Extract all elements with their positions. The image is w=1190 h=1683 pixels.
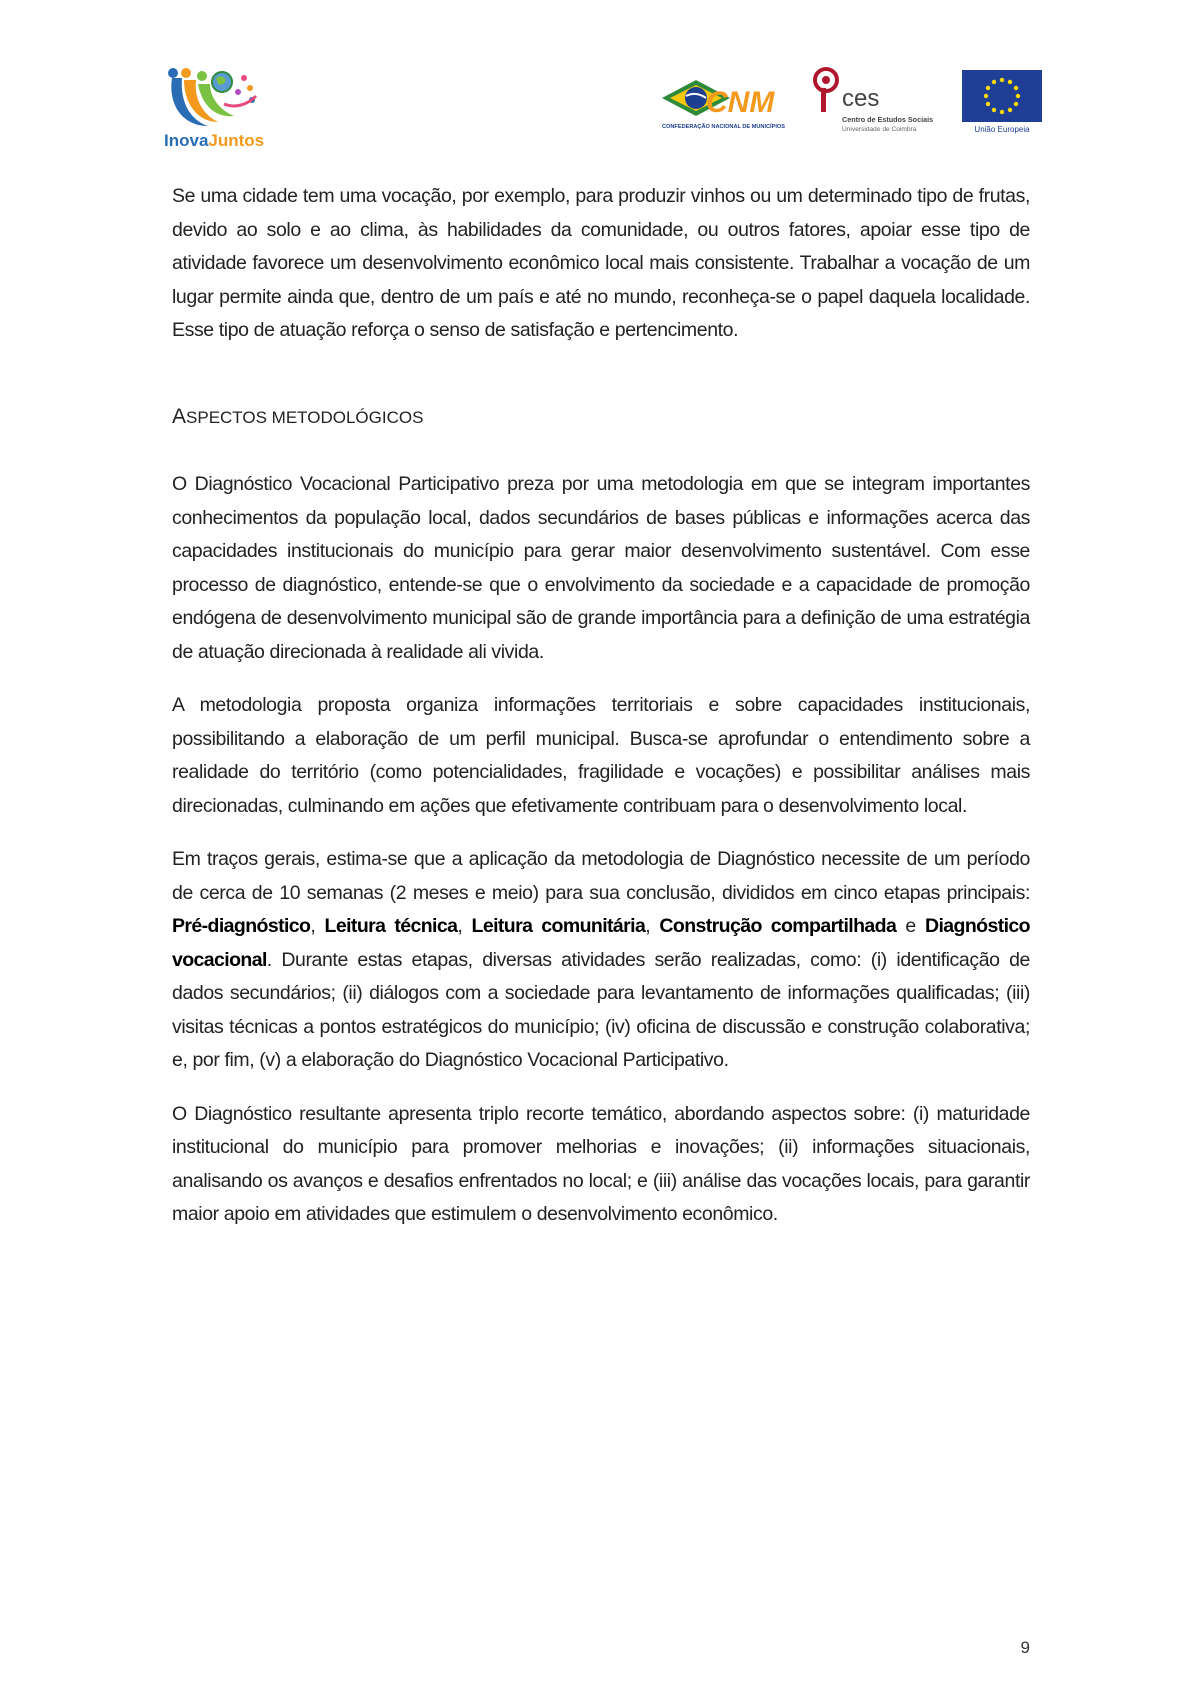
section-title-rest: SPECTOS METODOLÓGICOS (186, 407, 424, 427)
cnm-logo (660, 76, 788, 136)
intro-paragraph: Se uma cidade tem uma vocação, por exemplo, para produzir vinhos ou um determinado tipo de frutas, devido ao solo e ao clima, às habilidades da comunidade, ou outros fatores, apoiar esse tipo de atividade favorece um desenvolvimento econômico local mais consistente. Trabalhar a vocação de um lugar permite ainda que, dentro de um país e até no mundo, reconheça-se o papel daquela localidade. Esse tipo de atuação reforça o senso de satisfação e pertencimento. (172, 185, 1030, 341)
eu-flag-graphic (962, 70, 1042, 134)
paragraph-3-lead: Em traços gerais, estima-se que a aplicação da metodologia de Diagnóstico necessite de um período de cerca de 10 semanas (2 meses e meio) para sua conclusão, divididos em cinco etapas principais: (172, 848, 1030, 904)
stage-leitura-comunitaria: Leitura comunitária (471, 915, 646, 937)
stage-separator-3: , (645, 915, 660, 937)
cnm-caption: CONFEDERAÇÃO NACIONAL DE MUNICÍPIOS (662, 124, 785, 130)
ces-line1: Centro de Estudos Sociais (842, 115, 934, 124)
cnm-logo-graphic (660, 76, 788, 136)
stage-separator-4: e (896, 915, 925, 937)
ces-logo-graphic (812, 66, 938, 136)
methodology-paragraph-2: A metodologia proposta organiza informações territoriais e sobre capacidades institucionais, possibilitando a elaboração de um perfil municipal. Busca-se aprofundar o entendimento sobre a realidade do território (como potencialidades, fragilidade e vocações) e possibilitar análises mais direcionadas, culminando em ações que efetivamente contribuam para o desenvolvimento local. (172, 694, 1030, 817)
section-title (172, 400, 1030, 435)
ces-logo (812, 66, 938, 136)
inovajuntos-logo-graphic (164, 64, 264, 150)
eu-logo (962, 70, 1042, 134)
stage-pre-diagnostico: Pré-diagnóstico (172, 915, 311, 937)
methodology-paragraph-3 (172, 843, 1030, 1078)
juntos-text: Juntos (208, 131, 264, 150)
paragraph-3-tail: . Durante estas etapas, diversas atividades serão realizadas, como: (i) identificação de dados secundários; (ii) diálogos com a sociedade para levantamento de informações qualificadas; (iii) visitas técnicas a pontos estratégicos do município; (iv) oficina de discussão e construção colaborativa; e, por fim, (v) a elaboração do Diagnóstico Vocacional Participativo. (172, 948, 1030, 1071)
page-body (172, 180, 1030, 1252)
stage-construcao-compartilhada: Construção compartilhada (659, 915, 897, 937)
page-number: 9 (1020, 1638, 1030, 1657)
eu-caption: União Europeia (974, 125, 1030, 134)
page-header (0, 0, 1190, 160)
methodology-paragraph-4: O Diagnóstico resultante apresenta triplo recorte temático, abordando aspectos sobre: (i) maturidade institucional do município para promover melhorias e inovações; (ii) informações situacionais, analisando os avanços e desafios enfrentados no local; e (iii) análise das vocações locais, para garantir maior apoio em atividades que estimulem o desenvolvimento econômico. (172, 1102, 1030, 1225)
stage-leitura-tecnica: Leitura técnica (324, 915, 458, 937)
stage-separator-2: , (457, 915, 472, 937)
cnm-abbr: CNM (706, 86, 775, 119)
ces-line2: Universidade de Coimbra (842, 126, 917, 133)
inova-text: Inova (164, 131, 209, 150)
ces-abbr: ces (842, 85, 880, 112)
stage-diagnostico-vocacional: Diagnóstico vocacional (172, 915, 1030, 971)
section-title-initial: A (172, 404, 187, 428)
svg-text:InovaJuntos (164, 131, 264, 150)
methodology-paragraph-1: O Diagnóstico Vocacional Participativo preza por uma metodologia em que se integram importantes conhecimentos da população local, dados secundários de bases públicas e informações acerca das capacidades institucionais do município para gerar maior desenvolvimento sustentável. Com esse processo de diagnóstico, entende-se que o envolvimento da sociedade e a capacidade de promoção endógena de desenvolvimento municipal são de grande importância para a definição de uma estratégia de atuação direcionada à realidade ali vivida. (172, 473, 1030, 663)
inovajuntos-logo (164, 64, 264, 150)
stage-separator-1: , (310, 915, 325, 937)
